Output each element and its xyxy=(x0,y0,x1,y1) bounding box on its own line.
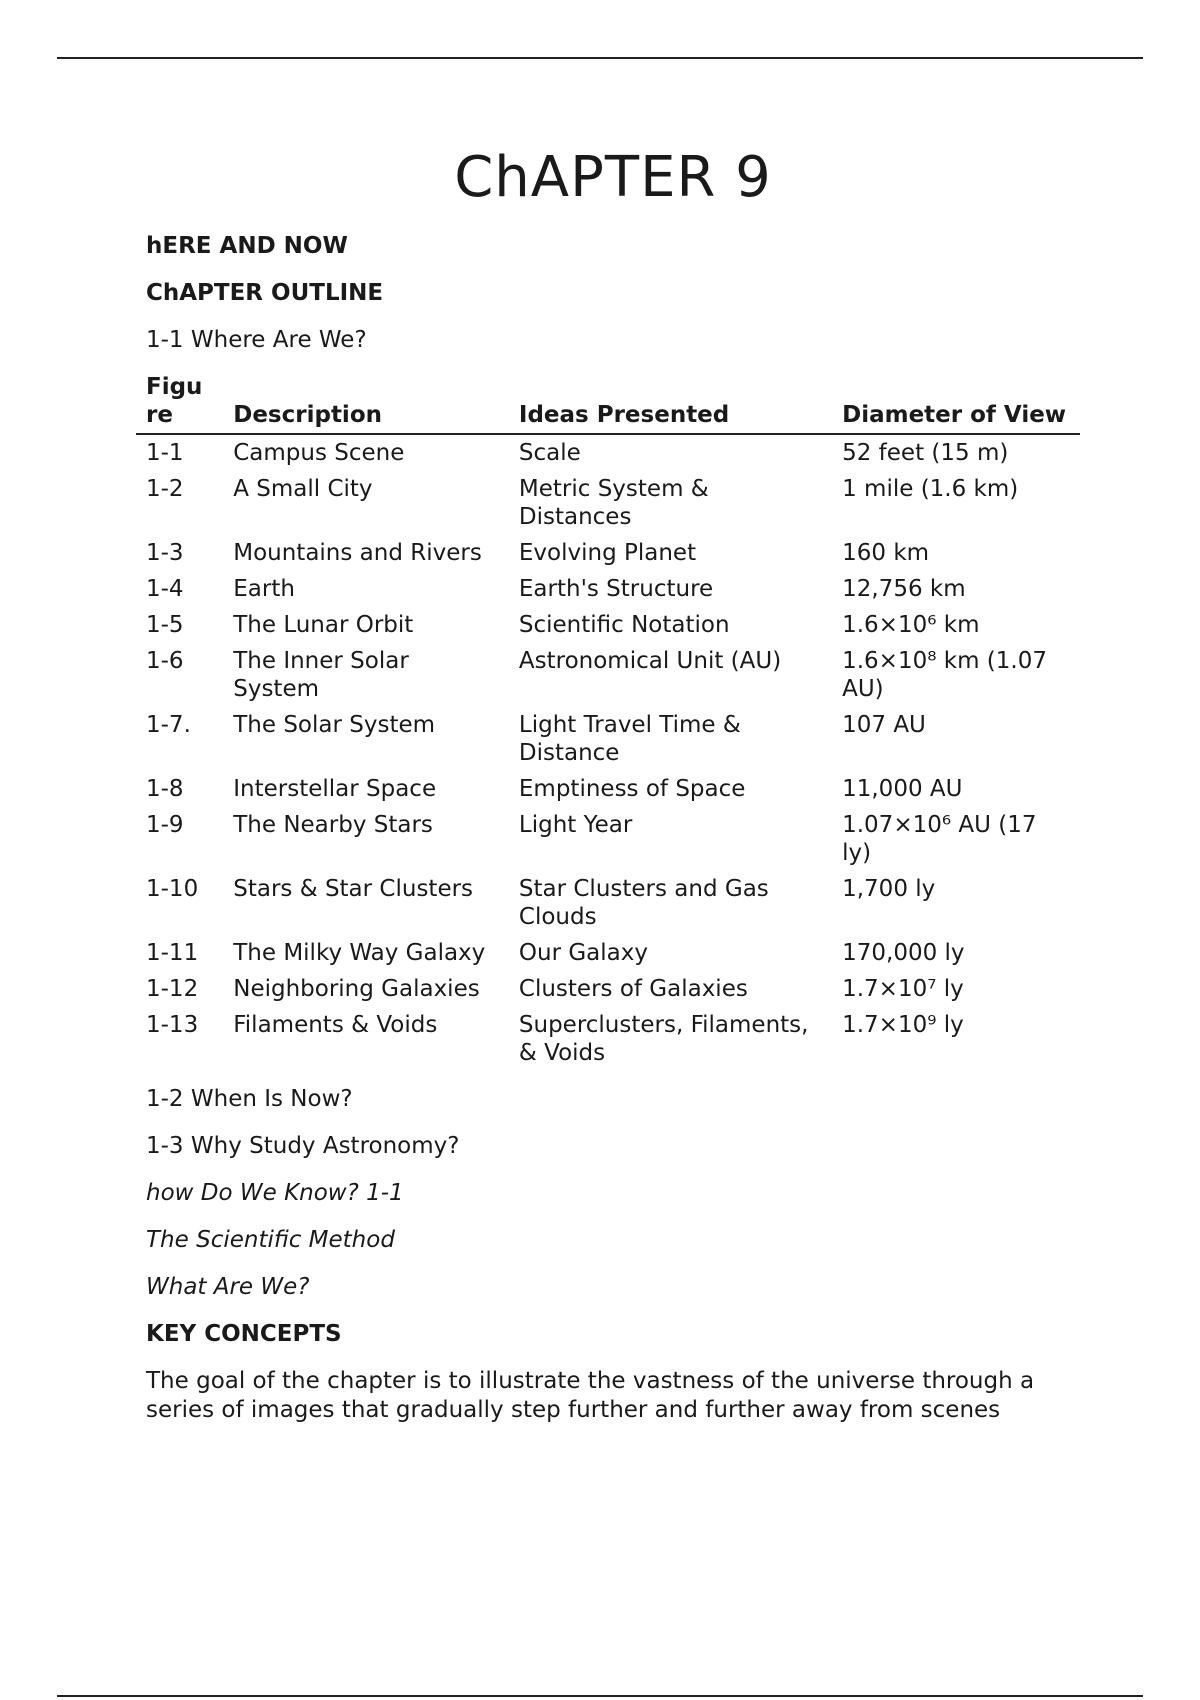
cell-figure: 1-12 xyxy=(146,976,199,1002)
cell-description: Neighboring Galaxies xyxy=(233,976,480,1002)
cell-diameter: 107 AU xyxy=(842,712,926,738)
cell-description: Stars & Star Clusters xyxy=(233,876,474,902)
key-concepts-heading: KEY CONCEPTS xyxy=(146,1321,342,1347)
cell-ideas: Superclusters, Filaments, & Voids xyxy=(518,1012,809,1066)
header-description: Description xyxy=(223,373,509,434)
cell-diameter: 1.6×10⁶ km xyxy=(842,612,980,638)
cell-figure: 1-4 xyxy=(146,576,184,602)
cell-figure: 1-7. xyxy=(146,712,191,738)
key-concepts-text: The goal of the chapter is to illustrate the vastness of the universe through a series of images that gradually step further and further away from scenes xyxy=(146,1368,1035,1423)
cell-description: The Inner Solar System xyxy=(233,648,409,702)
cell-figure: 1-3 xyxy=(146,540,184,566)
cell-ideas: Star Clusters and Gas Clouds xyxy=(518,876,769,930)
table-row xyxy=(136,807,1080,871)
outline-item-1-3: 1-3 Why Study Astronomy? xyxy=(146,1133,460,1159)
cell-diameter: 1.7×10⁹ ly xyxy=(842,1012,964,1038)
cell-description: Interstellar Space xyxy=(233,776,437,802)
document-body xyxy=(146,140,1080,1425)
cell-figure: 1-13 xyxy=(146,1012,199,1038)
table-row xyxy=(136,871,1080,935)
header-ideas: Ideas Presented xyxy=(509,373,832,434)
how-do-we-know-item: how Do We Know? 1-1 xyxy=(146,1180,404,1206)
what-are-we-item: What Are We? xyxy=(146,1274,310,1300)
cell-description: Campus Scene xyxy=(233,440,405,466)
cell-figure: 1-6 xyxy=(146,648,184,674)
table-row xyxy=(136,935,1080,971)
cell-diameter: 11,000 AU xyxy=(842,776,963,802)
cell-description: The Milky Way Galaxy xyxy=(233,940,486,966)
table-row xyxy=(136,643,1080,707)
cell-ideas: Scale xyxy=(518,440,581,466)
table-row xyxy=(136,771,1080,807)
table-row xyxy=(136,471,1080,535)
header-figure: Figure xyxy=(136,373,223,434)
cell-figure: 1-9 xyxy=(146,812,184,838)
cell-ideas: Evolving Planet xyxy=(518,540,697,566)
cell-diameter: 1,700 ly xyxy=(842,876,936,902)
cell-figure: 1-5 xyxy=(146,612,184,638)
header-diameter: Diameter of View xyxy=(832,373,1080,434)
cell-diameter: 170,000 ly xyxy=(842,940,965,966)
cell-figure: 1-1 xyxy=(146,440,184,466)
chapter-title: ChAPTER 9 xyxy=(454,145,772,210)
cell-ideas: Scientific Notation xyxy=(518,612,730,638)
cell-ideas: Light Travel Time & Distance xyxy=(518,712,741,766)
figure-table xyxy=(136,373,1080,1071)
cell-diameter: 1.07×10⁶ AU (17 ly) xyxy=(842,812,1037,866)
section-title: hERE AND NOW xyxy=(146,233,348,259)
table-row xyxy=(136,707,1080,771)
table-header-row xyxy=(136,373,1080,434)
table-row xyxy=(136,571,1080,607)
cell-description: Mountains and Rivers xyxy=(233,540,482,566)
cell-ideas: Metric System & Distances xyxy=(518,476,709,530)
cell-description: The Lunar Orbit xyxy=(233,612,414,638)
outline-item-1-2: 1-2 When Is Now? xyxy=(146,1086,353,1112)
cell-ideas: Our Galaxy xyxy=(518,940,648,966)
cell-ideas: Clusters of Galaxies xyxy=(518,976,748,1002)
cell-description: Filaments & Voids xyxy=(233,1012,438,1038)
cell-figure: 1-10 xyxy=(146,876,199,902)
cell-diameter: 1 mile (1.6 km) xyxy=(842,476,1019,502)
cell-diameter: 1.7×10⁷ ly xyxy=(842,976,964,1002)
cell-description: A Small City xyxy=(233,476,373,502)
cell-diameter: 12,756 km xyxy=(842,576,966,602)
cell-figure: 1-11 xyxy=(146,940,199,966)
outline-heading: ChAPTER OUTLINE xyxy=(146,280,384,306)
cell-description: The Solar System xyxy=(233,712,436,738)
cell-description: The Nearby Stars xyxy=(233,812,433,838)
cell-diameter: 52 feet (15 m) xyxy=(842,440,1009,466)
cell-diameter: 160 km xyxy=(842,540,930,566)
table-row xyxy=(136,1007,1080,1071)
cell-ideas: Astronomical Unit (AU) xyxy=(518,648,782,674)
cell-ideas: Light Year xyxy=(518,812,633,838)
bottom-rule xyxy=(57,1695,1143,1697)
table-row xyxy=(136,434,1080,471)
cell-description: Earth xyxy=(233,576,295,602)
cell-ideas: Emptiness of Space xyxy=(518,776,746,802)
outline-item-1-1: 1-1 Where Are We? xyxy=(146,327,367,353)
top-rule xyxy=(57,57,1143,59)
cell-figure: 1-8 xyxy=(146,776,184,802)
table-row xyxy=(136,535,1080,571)
cell-diameter: 1.6×10⁸ km (1.07 AU) xyxy=(842,648,1047,702)
table-row xyxy=(136,971,1080,1007)
scientific-method-item: The Scientific Method xyxy=(146,1227,395,1253)
cell-figure: 1-2 xyxy=(146,476,184,502)
table-row xyxy=(136,607,1080,643)
cell-ideas: Earth's Structure xyxy=(518,576,714,602)
